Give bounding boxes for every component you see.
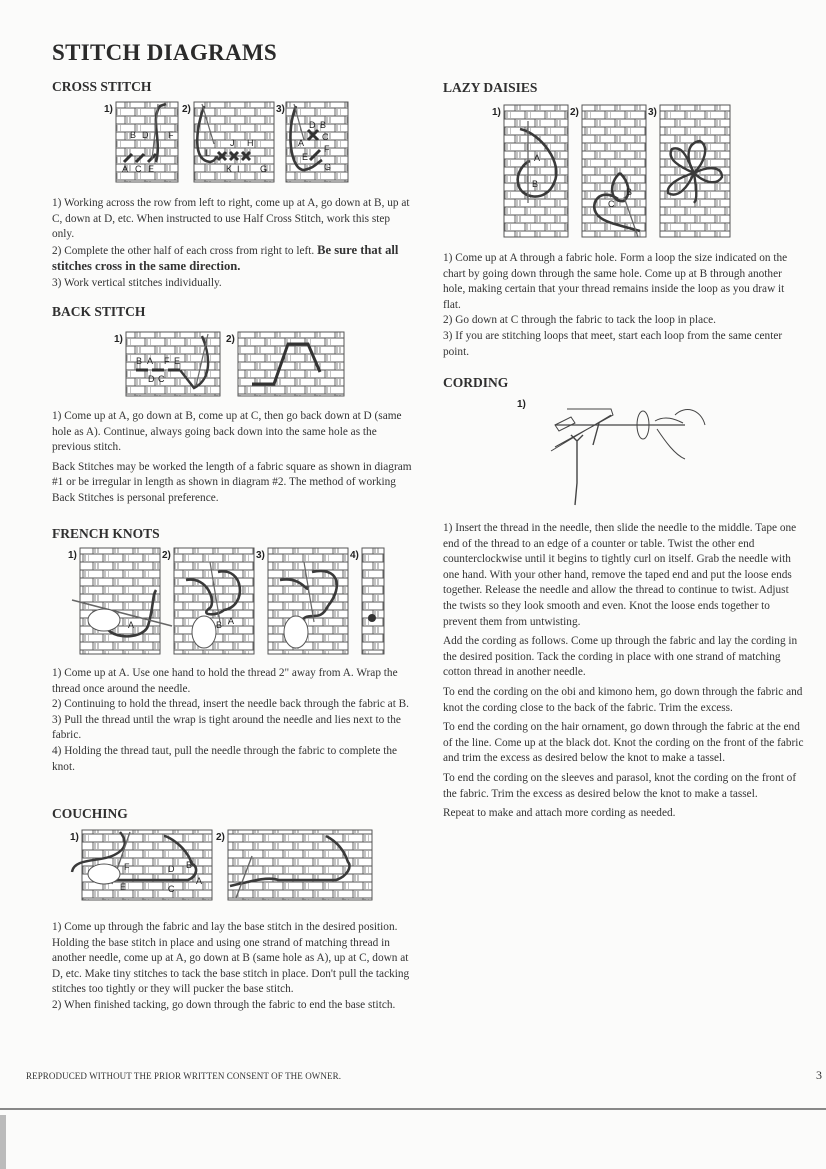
lazy-daisies-diagrams: [490, 103, 740, 239]
point-label: A: [147, 356, 154, 366]
point-label: C: [608, 199, 615, 209]
paragraph: To end the cording on the obi and kimono hem, go down through the fabric and knot the cording close to the back of the fabric. Trim the excess.: [443, 685, 803, 714]
step-text: 2) Complete the other half of each cross from right to left.: [52, 244, 318, 257]
fabric-grid: [286, 102, 348, 182]
step-text: 1) Working across the row from left to right, come up at A, go down at B, up at C, down at D, etc. When instructed to use Half Cross Stitch, work this step only.: [52, 197, 410, 241]
step-text: [52, 243, 412, 276]
diagram-number: 2): [226, 334, 235, 345]
needle-icon: [593, 423, 599, 445]
diagram-number: 1): [114, 334, 123, 345]
step-text: 1) Come up at A through a fabric hole. Form a loop the size indicated on the chart by going down through the same hole. Come up at B through another hole, making certain that your thread remains inside the loop as you draw it flat.: [443, 252, 788, 311]
hand-icon: [655, 410, 705, 459]
scan-edge: [0, 1115, 6, 1169]
paragraph: Back Stitches may be worked the length of a fabric square as shown in diagram #1 or be irregular in length as shown in diagram #2. The method of working Back Stitches is personal preference.: [52, 460, 412, 504]
point-label: C: [135, 164, 142, 174]
cross-stitch-instructions: [52, 196, 412, 292]
finger-icon: [88, 864, 120, 884]
point-label: E: [148, 164, 155, 174]
paragraph: 1) Insert the thread in the needle, then slide the needle to the middle. Tape one end of the thread to an edge of a counter or table. Twist the other end counterclockwise until it begins to tightly curl on itself. Grab the needle with one hand. With your other hand, remove the taped end and put the loose ends together. Release the needle and allow the thread to continue to twist. Adjust the twists so they look smooth and even. Knot the loose ends together to prevent them from untwisting.: [443, 522, 797, 628]
point-label: B: [216, 620, 223, 630]
step-text: 2) Go down at C through the fabric to tack the loop in place.: [443, 314, 716, 327]
point-label: G: [324, 162, 332, 172]
fabric-grid: [362, 548, 384, 654]
fabric-grid: [504, 105, 568, 237]
point-label: B: [186, 860, 193, 870]
point-label: C: [168, 884, 175, 894]
point-label: A: [228, 616, 235, 626]
step-text: 2) Continuing to hold the thread, insert the needle back through the fabric at B.: [52, 698, 410, 711]
point-label: E: [120, 882, 127, 892]
emphasis-text: Be sure that all stitches cross in the same direction.: [52, 242, 399, 274]
back-stitch-heading: BACK STITCH: [52, 304, 146, 319]
point-label: A: [298, 138, 305, 148]
point-label: B: [320, 120, 327, 130]
lazy-daisies-heading: LAZY DAISIES: [443, 80, 538, 95]
back-stitch-diagrams: [110, 330, 350, 400]
diagram-number: 1): [492, 107, 501, 118]
point-label: G: [260, 164, 268, 174]
couching-diagrams: [68, 826, 378, 906]
french-knot: [368, 614, 376, 622]
diagram-number: 2): [216, 832, 225, 843]
diagram-number: 2): [570, 107, 579, 118]
point-label: L: [205, 148, 211, 158]
point-label: A: [534, 153, 541, 163]
french-knots-diagrams: [68, 546, 388, 658]
point-label: C: [158, 374, 165, 384]
paragraph: Repeat to make and attach more cording as needed.: [443, 807, 676, 820]
finger-icon: [284, 616, 308, 648]
french-knots-instructions: [52, 666, 412, 775]
fabric-grid: [238, 332, 344, 396]
back-stitch-instructions: [52, 409, 412, 507]
french-knots-heading: FRENCH KNOTS: [52, 526, 160, 541]
table-edge: [551, 409, 613, 451]
point-label: B: [130, 130, 137, 140]
couching-heading: COUCHING: [52, 806, 128, 821]
point-label: D: [309, 120, 316, 130]
point-label: A: [122, 164, 129, 174]
point-label: D: [168, 864, 175, 874]
page-number: 3: [816, 1068, 822, 1082]
cording-diagram: [515, 395, 715, 515]
point-label: A: [128, 620, 135, 630]
point-label: E: [302, 152, 309, 162]
point-label: F: [324, 144, 330, 154]
cording-heading: CORDING: [443, 375, 509, 390]
point-label: J: [230, 138, 235, 148]
diagram-number: 4): [350, 550, 359, 561]
fabric-grid: [582, 105, 646, 237]
point-label: F: [168, 130, 174, 140]
point-label: B: [532, 179, 539, 189]
point-label: H: [247, 138, 254, 148]
diagram-number: 1): [68, 550, 77, 561]
diagram-number: 1): [70, 832, 79, 843]
point-label: E: [174, 356, 181, 366]
step-text: 4) Holding the thread taut, pull the needle through the fabric to complete the knot.: [52, 744, 398, 773]
cross-stitch-heading: CROSS STITCH: [52, 79, 152, 94]
couching-instructions: [52, 920, 412, 1014]
diagram-number: 1): [104, 104, 113, 115]
lazy-daisies-instructions: [443, 251, 803, 360]
point-label: B: [136, 356, 143, 366]
point-label: B: [626, 187, 633, 197]
cording-instructions: [443, 521, 805, 822]
diagram-number: 3): [256, 550, 265, 561]
point-label: K: [226, 164, 233, 174]
step-text: 3) Work vertical stitches individually.: [52, 276, 222, 289]
fabric-grid: [268, 548, 348, 654]
finger-icon: [192, 616, 216, 648]
paragraph: To end the cording on the sleeves and parasol, knot the cording on the front of the fabric. Trim the excess as desired below the knot to make a tassel.: [443, 771, 797, 800]
fabric-grid: [80, 548, 160, 654]
step-text: 3) Pull the thread until the wrap is tight around the needle and lies next to the fabric.: [52, 713, 401, 742]
point-label: A: [196, 876, 203, 886]
diagram-number: 2): [182, 104, 191, 115]
paragraph: 1) Come up at A, go down at B, come up at C, then go back down at D (same hole as A). Continue, always going back down into the same hole as the previous stitch.: [52, 410, 402, 454]
page-edge-divider: [0, 1108, 826, 1110]
cross-stitch-diagrams: [100, 100, 360, 185]
diagram-number: 3): [276, 104, 285, 115]
point-label: F: [164, 356, 170, 366]
diagram-number: 1): [517, 399, 526, 410]
point-label: F: [124, 862, 130, 872]
copyright-notice: REPRODUCED WITHOUT THE PRIOR WRITTEN CONSENT OF THE OWNER.: [26, 1071, 342, 1081]
paragraph: Add the cording as follows. Come up through the fabric and lay the cording in the desired position. Tack the cording in place with one strand of matching cotton thread in another needle.: [443, 635, 798, 679]
point-label: I: [237, 164, 240, 174]
diagram-number: 2): [162, 550, 171, 561]
step-text: 3) If you are stitching loops that meet, start each loop from the same center point.: [443, 329, 783, 358]
paragraph: To end the cording on the hair ornament, go down through the fabric at the end of the line. Come up at the black dot. Knot the cording on the front of the fabric and trim the excess as desired below the knot to make a tassel.: [443, 721, 804, 765]
point-label: D: [142, 130, 149, 140]
diagram-number: 3): [648, 107, 657, 118]
point-label: D: [148, 374, 155, 384]
page-title: STITCH DIAGRAMS: [52, 40, 277, 65]
step-text: 1) Come up through the fabric and lay the base stitch in the desired position. Holding the base stitch in place and using one strand of matching thread in another needle, come up at A, go down at B (same hole as A), up at C, down at D, etc. Make tiny stitches to tack the base stitch in place. Don't pull the tacking stitches too tightly or they will pucker the base stitch.: [52, 921, 410, 996]
step-text: 1) Come up at A. Use one hand to hold the thread 2" away from A. Wrap the thread once around the needle.: [52, 667, 398, 695]
step-text: 2) When finished tacking, go down through the fabric to end the base stitch.: [52, 998, 396, 1011]
twisted-cord: [571, 435, 583, 505]
finger-icon: [88, 609, 120, 631]
point-label: C: [322, 132, 329, 142]
